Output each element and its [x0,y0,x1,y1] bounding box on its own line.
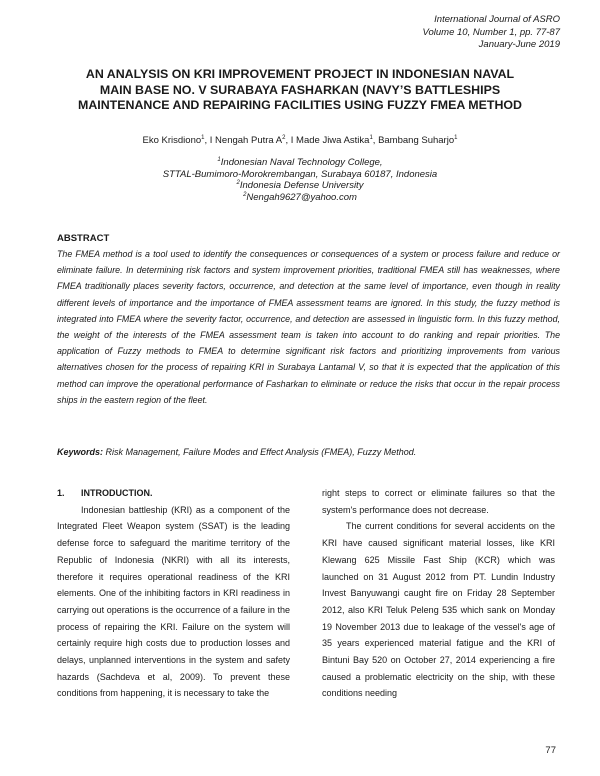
title-line-2: MAIN BASE NO. V SURABAYA FASHARKAN (NAVY’S BATTLESHIPS [99,82,501,97]
author-sup: 1 [454,134,458,141]
author-sup: 2 [282,134,286,141]
author-name: Eko Krisdiono [142,135,202,146]
paper-title [40,67,560,114]
keywords-label: Keywords: [57,447,104,457]
keywords-text: Risk Management, Failure Modes and Effect Analysis (FMEA), Fuzzy Method. [105,447,417,457]
paragraph: right steps to correct or eliminate failures so that the system's performance does not decrease. [322,488,555,515]
author-name: Bambang Suharjo [378,135,455,146]
abstract-heading: ABSTRACT [57,233,110,244]
paragraph: The current conditions for several accidents on the KRI have caused significant material losses, like KRI Klewang 625 Missile Fast Ship (KCR) which was launched on 31 August 2012 from PT. Lundin Industry Invest Banyuwangi caught fire on Friday 28 September 2012, also KRI Teluk Peleng 535 which sank on Monday 19 November 2013 due to leakage of the vessel's age of 35 years experienced material fatigue and the KRI of Bintuni Bay 520 on October 27, 2014 experiencing a fire caused a problematic electricity on the ship, with these conditions needing [322,521,555,699]
journal-volume: Volume 10, Number 1, pp. 77-87 [422,26,560,38]
author-sup: 1 [201,134,205,141]
abstract-text: The FMEA method is a tool used to identify the consequences or consequences of a system or process failure and reduce or eliminate failure. In determining risk factors and system improvement priorities, traditional FMEA still has weaknesses, where FMEA traditionally places severity factors, occurrence, and detection at the same level of importance, even though in reality different levels of importance and the importance of FMEA assessment teams are ignored. In this study, the fuzzy method is integrated into FMEA where the severity factor, occurrence, and detection are assessed in linguistic form. In this fuzzy method, the weight of the interests of the FMEA assessment team is taken into account to do ranking and repair priorities. The application of Fuzzy methods to FMEA to determine significant risk factors and prioritizing improvements from various alternatives chosen for the process of repairing KRI in Surabaya Lantamal V, so that it is expected that the application of this method can improve the operational performance of Fasharkan to eliminate or reduce the risks that occur in the repair process ships in the eastern region of the fleet. [57,249,560,405]
affil-text: Indonesia Defense University [239,180,364,191]
page-number: 77 [545,745,556,756]
author-sup: 1 [369,134,373,141]
journal-date: January-June 2019 [478,39,560,50]
affil-email: Nengah9627@yahoo.com [246,191,357,203]
affil-sup: 1 [217,156,221,163]
affiliations [40,157,560,203]
title-line-3: MAINTENANCE AND REPAIRING FACILITIES USING FUZZY FMEA METHOD [78,98,522,112]
affiliation-line: STTAL-Bumimoro-Morokrembangan, Surabaya 60187, Indonesia [162,168,438,180]
affiliation-line [40,157,560,169]
right-column [322,485,555,702]
section-number: 1. [57,488,65,498]
affiliation-line [40,180,560,192]
affiliation-line [40,192,560,204]
journal-header [423,14,560,52]
affil-sup: 2 [243,191,247,198]
author-name: I Made Jiwa Astika [290,135,370,146]
section-heading [57,485,290,502]
section-title: INTRODUCTION. [81,488,153,498]
author-name: I Nengah Putra A [209,135,283,146]
journal-name: International Journal of ASRO [434,14,560,25]
keywords [57,447,560,457]
affil-text: Indonesian Naval Technology College, [220,157,383,168]
affil-sup: 2 [236,179,240,186]
paragraph: Indonesian battleship (KRI) as a component of the Integrated Fleet Weapon system (SSAT) is the leading defense force to safeguard the maritime territory of the Republic of Indonesia (NKRI) with all its interests, therefore it requires operational readiness of the KRI elements. One of the inhibiting factors in KRI readiness in carrying out operations is the occurrence of a failure in the process of repairing the KRI. Failure on the system will certainly require high costs due to production losses and delays, unplanned interventions in the system and safety hazards (Sachdeva et al, 2009). To prevent these conditions from happening, it is necessary to take the [57,504,290,699]
title-line-1: AN ANALYSIS ON KRI IMPROVEMENT PROJECT IN INDONESIAN NAVAL [85,67,515,81]
author-list: Eko Krisdiono$^1$, I Nengah Putra $A^2$, I Made Jiwa Astika$^1$, Bambang Suharjo$^1$ [142,134,458,146]
left-column [57,485,290,702]
